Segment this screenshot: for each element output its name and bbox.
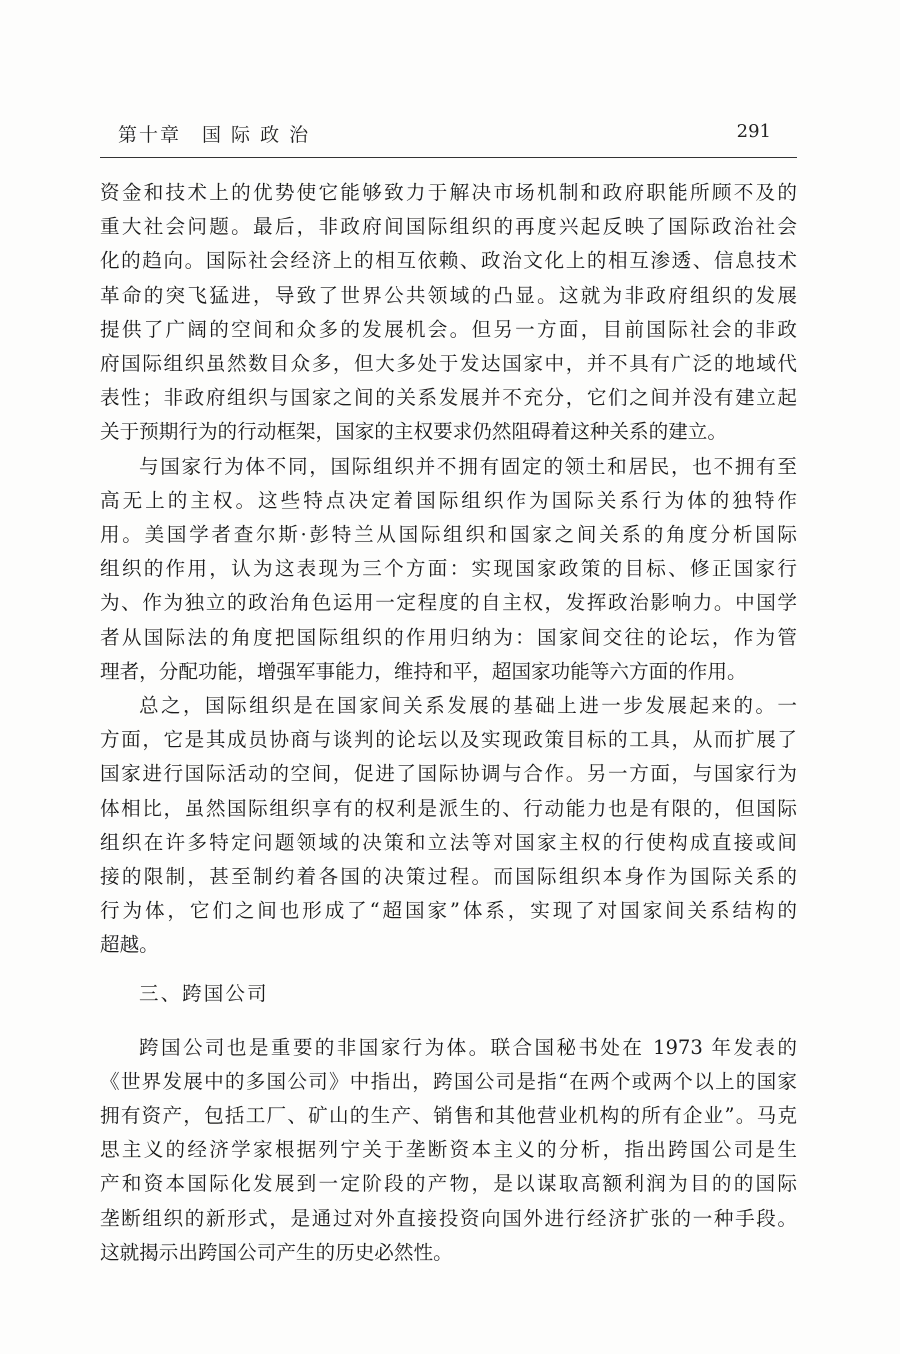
text-line: 组织的作用，认为这表现为三个方面：实现国家政策的目标、修正国家行 [100, 557, 797, 581]
text-line: 者从国际法的角度把国际组织的作用归纳为：国家间交往的论坛，作为管 [100, 625, 797, 649]
text-line: 总之，国际组织是在国家间关系发展的基础上进一步发展起来的。一 [139, 694, 797, 718]
paragraph-1 [100, 176, 797, 450]
paragraph-4 [100, 1031, 797, 1270]
header-rule [100, 157, 797, 158]
paragraph-2 [100, 450, 797, 689]
text-line: 资金和技术上的优势使它能够致力于解决市场机制和政府职能所顾不及的 [100, 181, 797, 204]
text-line: 跨国公司也是重要的非国家行为体。联合国秘书处在 1973 年发表的 [139, 1035, 797, 1059]
text-line: 国家进行国际活动的空间，促进了国际协调与合作。另一方面，与国家行为 [100, 762, 797, 786]
page-number: 291 [736, 121, 771, 142]
text-line: 超越。 [100, 933, 159, 957]
text-line: 拥有资产，包括工厂、矿山的生产、销售和其他营业机构的所有企业”。马克 [100, 1104, 797, 1128]
body-text [100, 176, 797, 1270]
text-line: 组织在许多特定问题领域的决策和立法等对国家主权的行使构成直接或间 [100, 830, 797, 854]
text-line: 体相比，虽然国际组织享有的权利是派生的、行动能力也是有限的，但国际 [100, 796, 797, 820]
paragraph-3 [100, 689, 797, 963]
text-line: 垄断组织的新形式，是通过对外直接投资向国外进行经济扩张的一种手段。 [100, 1206, 797, 1230]
text-line: 产和资本国际化发展到一定阶段的产物，是以谋取高额利润为目的的国际 [100, 1172, 797, 1196]
text-line: 《世界发展中的多国公司》中指出，跨国公司是指“在两个或两个以上的国家 [100, 1069, 797, 1093]
chapter-title: 第十章 国 际 政 治 [118, 124, 311, 146]
text-line: 关于预期行为的行动框架，国家的主权要求仍然阻碍着这种关系的建立。 [100, 420, 727, 444]
text-line: 理者，分配功能，增强军事能力，维持和平，超国家功能等六方面的作用。 [100, 659, 747, 683]
text-line: 府国际组织虽然数目众多，但大多处于发达国家中，并不具有广泛的地域代 [100, 352, 797, 376]
text-line: 与国家行为体不同，国际组织并不拥有固定的领土和居民，也不拥有至 [139, 454, 797, 478]
text-line: 用。美国学者查尔斯·彭特兰从国际组织和国家之间关系的角度分析国际 [100, 523, 797, 547]
text-line: 方面，它是其成员协商与谈判的论坛以及实现政策目标的工具，从而扩展了 [100, 728, 797, 752]
text-line: 表性；非政府组织与国家之间的关系发展并不充分，它们之间并没有建立起 [100, 386, 797, 410]
running-header [100, 120, 795, 154]
text-line: 为、作为独立的政治角色运用一定程度的自主权，发挥政治影响力。中国学 [100, 591, 797, 615]
section-heading: 三、跨国公司 [139, 981, 269, 1005]
text-line: 重大社会问题。最后，非政府间国际组织的再度兴起反映了国际政治社会 [100, 215, 797, 239]
text-line: 接的限制，甚至制约着各国的决策过程。而国际组织本身作为国际关系的 [100, 865, 797, 889]
text-line: 高无上的主权。这些特点决定着国际组织作为国际关系行为体的独特作 [100, 488, 797, 512]
text-line: 提供了广阔的空间和众多的发展机会。但另一方面，目前国际社会的非政 [100, 317, 797, 341]
text-line: 化的趋向。国际社会经济上的相互依赖、政治文化上的相互渗透、信息技术 [100, 249, 797, 273]
text-line: 思主义的经济学家根据列宁关于垄断资本主义的分析，指出跨国公司是生 [100, 1138, 797, 1162]
text-line: 行为体，它们之间也形成了“超国家”体系，实现了对国家间关系结构的 [100, 899, 797, 923]
text-line: 这就揭示出跨国公司产生的历史必然性。 [100, 1240, 453, 1264]
text-line: 革命的突飞猛进，导致了世界公共领域的凸显。这就为非政府组织的发展 [100, 283, 797, 307]
